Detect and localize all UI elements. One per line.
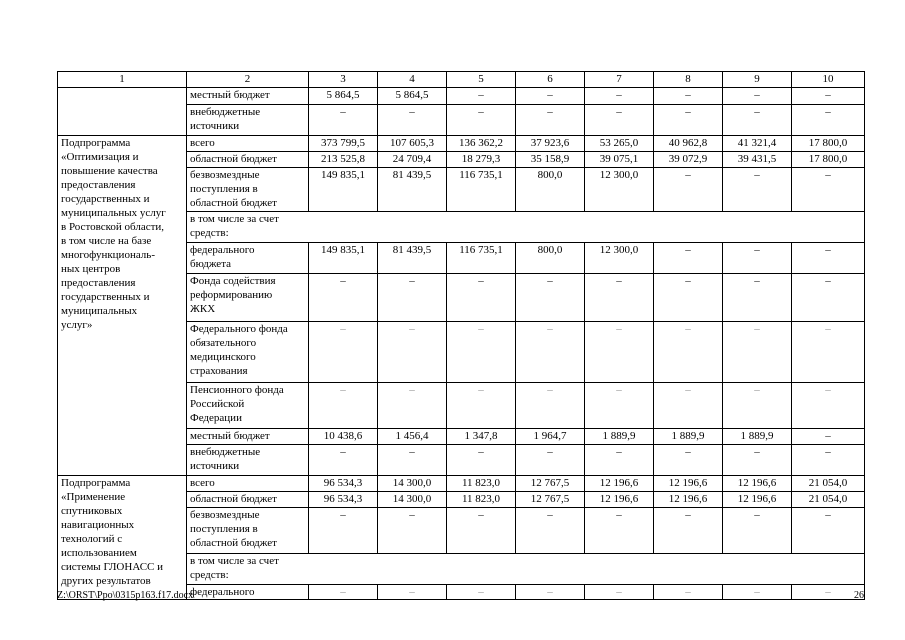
source-label: федерального <box>187 585 309 600</box>
value-cell: 12 196,6 <box>723 492 792 508</box>
value-cell: – <box>516 445 585 476</box>
value-cell: – <box>654 168 723 212</box>
value-cell: 81 439,5 <box>378 243 447 274</box>
value-cell: – <box>447 88 516 105</box>
value-cell: – <box>654 105 723 136</box>
value-cell: – <box>378 585 447 600</box>
value-cell: – <box>723 322 792 383</box>
value-cell: – <box>654 508 723 554</box>
value-cell: – <box>585 88 654 105</box>
value-cell: – <box>723 585 792 600</box>
value-cell: 39 431,5 <box>723 152 792 168</box>
value-cell: – <box>516 88 585 105</box>
value-cell: – <box>654 243 723 274</box>
source-label: местный бюджет <box>187 429 309 445</box>
value-cell: – <box>516 585 585 600</box>
value-cell: – <box>309 585 378 600</box>
value-cell: – <box>654 585 723 600</box>
value-cell: – <box>723 105 792 136</box>
value-cell: – <box>309 508 378 554</box>
table-row <box>58 476 865 492</box>
value-cell: 12 196,6 <box>654 492 723 508</box>
source-label: федерального бюджета <box>187 243 309 274</box>
value-cell: 96 534,3 <box>309 492 378 508</box>
value-cell: 39 072,9 <box>654 152 723 168</box>
value-cell: 800,0 <box>516 243 585 274</box>
value-cell: – <box>654 274 723 322</box>
page-number: 26 <box>854 590 864 601</box>
source-label: безвозмездные поступления в областной бюджет <box>187 168 309 212</box>
value-cell: – <box>585 445 654 476</box>
source-label: всего <box>187 476 309 492</box>
value-cell: – <box>516 274 585 322</box>
value-cell: – <box>447 585 516 600</box>
value-cell: 17 800,0 <box>792 152 865 168</box>
file-path: Z:\ORST\Ppo\0315p163.f17.docx <box>57 590 194 601</box>
column-header: 3 <box>309 72 378 88</box>
value-cell: – <box>516 383 585 429</box>
value-cell: – <box>309 274 378 322</box>
budget-table <box>57 71 865 600</box>
value-cell: 11 823,0 <box>447 492 516 508</box>
column-header: 9 <box>723 72 792 88</box>
value-cell: – <box>723 88 792 105</box>
value-cell: 10 438,6 <box>309 429 378 445</box>
value-cell: – <box>723 508 792 554</box>
value-cell: 373 799,5 <box>309 136 378 152</box>
source-label: местный бюджет <box>187 88 309 105</box>
value-cell: – <box>654 445 723 476</box>
value-cell: 116 735,1 <box>447 243 516 274</box>
value-cell: – <box>378 445 447 476</box>
value-cell: – <box>654 322 723 383</box>
source-label: Федерального фонда обязательного медицинского страхования <box>187 322 309 383</box>
table-row <box>58 136 865 152</box>
value-cell: 1 889,9 <box>723 429 792 445</box>
column-header: 8 <box>654 72 723 88</box>
value-cell: – <box>309 383 378 429</box>
value-cell: 12 300,0 <box>585 243 654 274</box>
value-cell: 12 767,5 <box>516 492 585 508</box>
column-header: 4 <box>378 72 447 88</box>
value-cell: 12 196,6 <box>723 476 792 492</box>
source-label: Фонда содействия реформированию ЖКХ <box>187 274 309 322</box>
value-cell: – <box>378 105 447 136</box>
value-cell: – <box>378 274 447 322</box>
source-label: внебюджетные источники <box>187 105 309 136</box>
program-name: Подпрограмма «Оптимизация и повышение качества предоставления государственных и муниципальных услуг в Ростовской области, в том числе на базе многофункциональ- ных центров предоставления государственных и муниципальных услуг» <box>58 136 187 476</box>
value-cell: 1 347,8 <box>447 429 516 445</box>
value-cell: – <box>792 508 865 554</box>
program-name: Подпрограмма «Применение спутниковых навигационных технологий с использованием системы ГЛОНАСС и других результатов <box>58 476 187 600</box>
source-label: внебюджетные источники <box>187 445 309 476</box>
value-cell: – <box>585 274 654 322</box>
value-cell: – <box>792 88 865 105</box>
column-header: 2 <box>187 72 309 88</box>
value-cell: 21 054,0 <box>792 492 865 508</box>
value-cell: 81 439,5 <box>378 168 447 212</box>
value-cell: 11 823,0 <box>447 476 516 492</box>
column-header: 1 <box>58 72 187 88</box>
value-cell: – <box>585 508 654 554</box>
value-cell: 116 735,1 <box>447 168 516 212</box>
source-label: в том числе за счет средств: <box>187 212 865 243</box>
value-cell: – <box>654 88 723 105</box>
value-cell: 149 835,1 <box>309 243 378 274</box>
value-cell: – <box>723 445 792 476</box>
value-cell: – <box>792 105 865 136</box>
value-cell: – <box>792 274 865 322</box>
value-cell: 39 075,1 <box>585 152 654 168</box>
value-cell: – <box>378 383 447 429</box>
value-cell: – <box>309 445 378 476</box>
value-cell: – <box>447 322 516 383</box>
value-cell: – <box>792 243 865 274</box>
column-header: 7 <box>585 72 654 88</box>
value-cell: 12 767,5 <box>516 476 585 492</box>
value-cell: 41 321,4 <box>723 136 792 152</box>
value-cell: 5 864,5 <box>378 88 447 105</box>
value-cell: 213 525,8 <box>309 152 378 168</box>
value-cell: 21 054,0 <box>792 476 865 492</box>
value-cell: – <box>585 105 654 136</box>
value-cell: – <box>309 322 378 383</box>
value-cell: – <box>447 383 516 429</box>
value-cell: – <box>447 274 516 322</box>
program-cell-empty <box>58 88 187 136</box>
value-cell: – <box>516 105 585 136</box>
value-cell: 96 534,3 <box>309 476 378 492</box>
value-cell: 40 962,8 <box>654 136 723 152</box>
value-cell: 1 964,7 <box>516 429 585 445</box>
value-cell: – <box>585 383 654 429</box>
column-header: 5 <box>447 72 516 88</box>
value-cell: 1 889,9 <box>585 429 654 445</box>
value-cell: – <box>447 105 516 136</box>
value-cell: – <box>309 105 378 136</box>
value-cell: 37 923,6 <box>516 136 585 152</box>
value-cell: – <box>792 585 865 600</box>
value-cell: – <box>585 322 654 383</box>
value-cell: – <box>516 322 585 383</box>
value-cell: – <box>378 322 447 383</box>
value-cell: 107 605,3 <box>378 136 447 152</box>
value-cell: – <box>792 168 865 212</box>
source-label: в том числе за счет средств: <box>187 554 865 585</box>
value-cell: – <box>792 429 865 445</box>
source-label: Пенсионного фонда Российской Федерации <box>187 383 309 429</box>
source-label: всего <box>187 136 309 152</box>
value-cell: – <box>654 383 723 429</box>
value-cell: 24 709,4 <box>378 152 447 168</box>
value-cell: 12 196,6 <box>654 476 723 492</box>
source-label: областной бюджет <box>187 492 309 508</box>
value-cell: 14 300,0 <box>378 492 447 508</box>
value-cell: – <box>723 168 792 212</box>
value-cell: – <box>723 243 792 274</box>
value-cell: – <box>447 445 516 476</box>
value-cell: – <box>378 508 447 554</box>
value-cell: – <box>723 274 792 322</box>
value-cell: 12 196,6 <box>585 492 654 508</box>
value-cell: – <box>792 322 865 383</box>
value-cell: – <box>447 508 516 554</box>
value-cell: – <box>792 445 865 476</box>
value-cell: 35 158,9 <box>516 152 585 168</box>
value-cell: 53 265,0 <box>585 136 654 152</box>
value-cell: 12 196,6 <box>585 476 654 492</box>
value-cell: – <box>792 383 865 429</box>
value-cell: – <box>516 508 585 554</box>
source-label: безвозмездные поступления в областной бюджет <box>187 508 309 554</box>
column-header: 6 <box>516 72 585 88</box>
column-header: 10 <box>792 72 865 88</box>
value-cell: 1 456,4 <box>378 429 447 445</box>
header-row <box>58 72 865 88</box>
value-cell: 5 864,5 <box>309 88 378 105</box>
source-label: областной бюджет <box>187 152 309 168</box>
value-cell: – <box>585 585 654 600</box>
value-cell: 136 362,2 <box>447 136 516 152</box>
value-cell: – <box>723 383 792 429</box>
value-cell: 17 800,0 <box>792 136 865 152</box>
value-cell: 800,0 <box>516 168 585 212</box>
value-cell: 14 300,0 <box>378 476 447 492</box>
value-cell: 1 889,9 <box>654 429 723 445</box>
value-cell: 12 300,0 <box>585 168 654 212</box>
table-row <box>58 88 865 105</box>
value-cell: 149 835,1 <box>309 168 378 212</box>
value-cell: 18 279,3 <box>447 152 516 168</box>
